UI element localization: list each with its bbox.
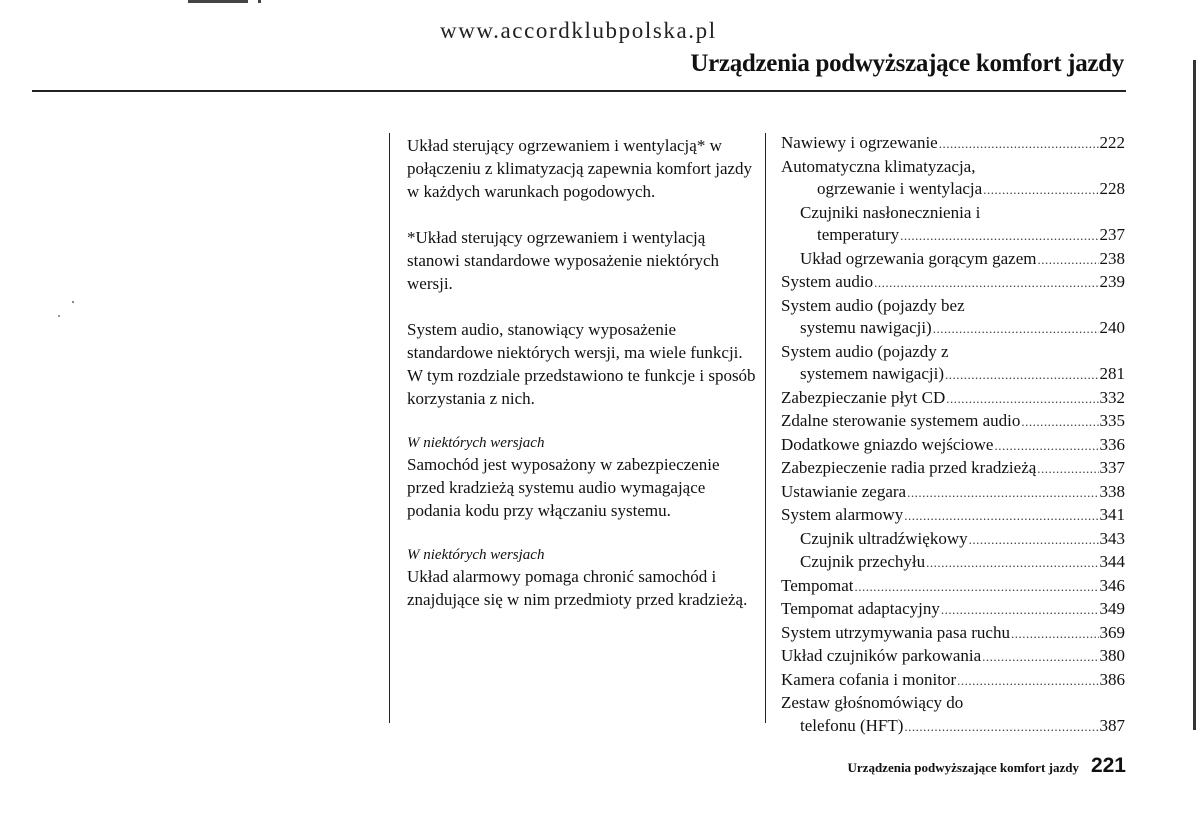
toc-label: Tempomat xyxy=(781,575,854,595)
toc-entry xyxy=(781,341,1125,364)
toc-entry[interactable] xyxy=(781,715,1125,739)
toc-label: Czujnik ultradźwiękowy xyxy=(800,528,968,548)
toc-label: telefonu (HFT) xyxy=(800,715,904,735)
toc-leader-dots xyxy=(983,178,1098,202)
toc-leader-dots xyxy=(982,645,1098,669)
toc-page-number: 344 xyxy=(1099,552,1125,571)
toc-label: Zestaw głośnomówiący do xyxy=(781,693,964,712)
toc-entry[interactable] xyxy=(781,457,1125,481)
toc-entry[interactable] xyxy=(781,178,1125,202)
toc-page-number: 238 xyxy=(1099,248,1125,268)
toc-label: Kamera cofania i monitor xyxy=(781,669,957,689)
toc-leader-dots xyxy=(900,224,1098,248)
toc-entry[interactable] xyxy=(781,224,1125,248)
toc-entry xyxy=(781,295,1125,318)
toc-page-number: 337 xyxy=(1099,458,1125,477)
toc-page-number: 239 xyxy=(1099,272,1125,291)
toc-leader-dots xyxy=(946,387,1098,411)
page-footer xyxy=(848,754,1126,778)
toc-label: System alarmowy xyxy=(781,505,904,524)
column-divider-left xyxy=(389,133,390,723)
toc-page-number: 349 xyxy=(1099,599,1125,618)
toc-label: System audio (pojazdy z xyxy=(781,341,949,361)
paragraph-alarm: Układ alarmowy pomaga chronić samochód i znajdujące się w nim przedmioty przed kradzieżą. xyxy=(407,567,748,609)
toc-label: systemu nawigacji) xyxy=(800,318,932,337)
scan-speck xyxy=(58,315,60,317)
toc-entry[interactable] xyxy=(781,598,1125,622)
toc-entry[interactable] xyxy=(781,575,1125,599)
scan-mark xyxy=(258,0,261,3)
toc-page-number: 346 xyxy=(1099,575,1125,595)
toc-label: System audio xyxy=(781,272,874,291)
scan-mark xyxy=(188,0,248,3)
toc-page-number: 335 xyxy=(1099,411,1125,430)
intro-text-column xyxy=(407,134,757,634)
toc-leader-dots xyxy=(969,528,1099,552)
toc-label: Zabezpieczenie radia przed kradzieżą xyxy=(781,458,1037,477)
toc-label: Układ czujników parkowania xyxy=(781,646,982,665)
toc-entry[interactable] xyxy=(781,622,1125,646)
paragraph-hvac-footnote: *Układ sterujący ogrzewaniem i wentylacją stanowi standardowe wyposażenie niektórych wersji. xyxy=(407,228,720,293)
toc-leader-dots xyxy=(907,481,1098,505)
toc-page-number: 386 xyxy=(1099,669,1125,689)
toc-leader-dots xyxy=(933,317,1099,341)
toc-label: Ustawianie zegara xyxy=(781,481,907,501)
column-divider-middle xyxy=(765,133,766,723)
toc-label: temperatury xyxy=(817,225,900,244)
header-divider xyxy=(32,90,1126,92)
footer-section-title: Urządzenia podwyższające komfort jazdy xyxy=(847,760,1079,775)
table-of-contents xyxy=(781,132,1125,738)
toc-leader-dots xyxy=(1011,622,1099,646)
toc-page-number: 237 xyxy=(1099,225,1125,244)
toc-label: System audio (pojazdy bez xyxy=(781,295,965,315)
toc-leader-dots xyxy=(854,575,1098,599)
website-url: www.accordklubpolska.pl xyxy=(440,18,717,43)
toc-leader-dots xyxy=(1037,248,1098,272)
toc-leader-dots xyxy=(874,271,1098,295)
toc-leader-dots xyxy=(1037,457,1098,481)
toc-leader-dots xyxy=(939,132,1099,156)
page-header-title: Urządzenia podwyższające komfort jazdy xyxy=(690,50,1124,77)
toc-label: Czujniki nasłonecznienia i xyxy=(800,202,981,222)
toc-page-number: 240 xyxy=(1099,318,1125,337)
toc-label: systemem nawigacji) xyxy=(800,364,944,383)
toc-entry xyxy=(781,156,1125,179)
toc-entry[interactable] xyxy=(781,317,1125,341)
toc-page-number: 332 xyxy=(1099,387,1125,407)
toc-label: Układ ogrzewania gorącym gazem xyxy=(800,248,1037,268)
toc-label: System utrzymywania pasa ruchu xyxy=(781,622,1010,642)
paragraph-anti-theft: Samochód jest wyposażony w zabezpieczenie przed kradzieżą systemu audio wymagające podania kodu przy włączaniu systemu. xyxy=(407,455,720,520)
toc-page-number: 369 xyxy=(1099,622,1125,642)
toc-entry xyxy=(781,692,1125,715)
paragraph-hvac: Układ sterujący ogrzewaniem i wentylacją* w połączeniu z klimatyzacją zapewnia komfort jazdy w każdych warunkach pogodowych. xyxy=(407,136,753,201)
toc-entry[interactable] xyxy=(781,645,1125,669)
version-note-label: W niektórych wersjach xyxy=(407,435,545,451)
toc-label: Czujnik przechyłu xyxy=(800,552,926,571)
toc-page-number: 338 xyxy=(1099,481,1125,501)
scan-speck xyxy=(72,301,74,303)
toc-entry[interactable] xyxy=(781,387,1125,411)
toc-label: Dodatkowe gniazdo wejściowe xyxy=(781,434,994,454)
toc-page-number: 343 xyxy=(1099,528,1125,548)
toc-page-number: 228 xyxy=(1099,179,1125,198)
toc-leader-dots xyxy=(1021,410,1098,434)
toc-entry[interactable] xyxy=(781,363,1125,387)
toc-label: Zabezpieczanie płyt CD xyxy=(781,387,946,407)
toc-label: Nawiewy i ogrzewanie xyxy=(781,133,938,152)
toc-entry[interactable] xyxy=(781,504,1125,528)
paragraph-audio: System audio, stanowiący wyposażenie standardowe niektórych wersji, ma wiele funkcji. W tym rozdziale przedstawiono te funkcje i sposób korzystania z nich. xyxy=(407,320,756,408)
toc-entry xyxy=(781,202,1125,225)
page-edge xyxy=(1193,60,1196,730)
toc-entry[interactable] xyxy=(781,551,1125,575)
toc-label: Tempomat adaptacyjny xyxy=(781,599,940,618)
toc-entry[interactable] xyxy=(781,669,1125,693)
toc-leader-dots xyxy=(994,434,1098,458)
toc-entry[interactable] xyxy=(781,434,1125,458)
toc-page-number: 341 xyxy=(1099,505,1125,524)
toc-entry[interactable] xyxy=(781,410,1125,434)
toc-page-number: 222 xyxy=(1099,133,1125,152)
toc-label: ogrzewanie i wentylacja xyxy=(817,179,983,198)
toc-page-number: 380 xyxy=(1099,646,1125,665)
toc-leader-dots xyxy=(941,598,1099,622)
version-note-label: W niektórych wersjach xyxy=(407,547,545,563)
toc-label: Zdalne sterowanie systemem audio xyxy=(781,411,1021,430)
toc-entry[interactable] xyxy=(781,528,1125,552)
toc-leader-dots xyxy=(957,669,1098,693)
toc-label: Automatyczna klimatyzacja, xyxy=(781,156,976,176)
toc-leader-dots xyxy=(926,551,1098,575)
toc-page-number: 336 xyxy=(1099,434,1125,454)
toc-entry[interactable] xyxy=(781,481,1125,505)
toc-leader-dots xyxy=(945,363,1099,387)
toc-leader-dots xyxy=(904,504,1098,528)
toc-page-number: 387 xyxy=(1099,715,1125,735)
toc-leader-dots xyxy=(904,715,1098,739)
toc-page-number: 281 xyxy=(1099,364,1125,383)
toc-entry[interactable] xyxy=(781,248,1125,272)
footer-page-number: 221 xyxy=(1090,754,1126,777)
toc-entry[interactable] xyxy=(781,132,1125,156)
toc-entry[interactable] xyxy=(781,271,1125,295)
